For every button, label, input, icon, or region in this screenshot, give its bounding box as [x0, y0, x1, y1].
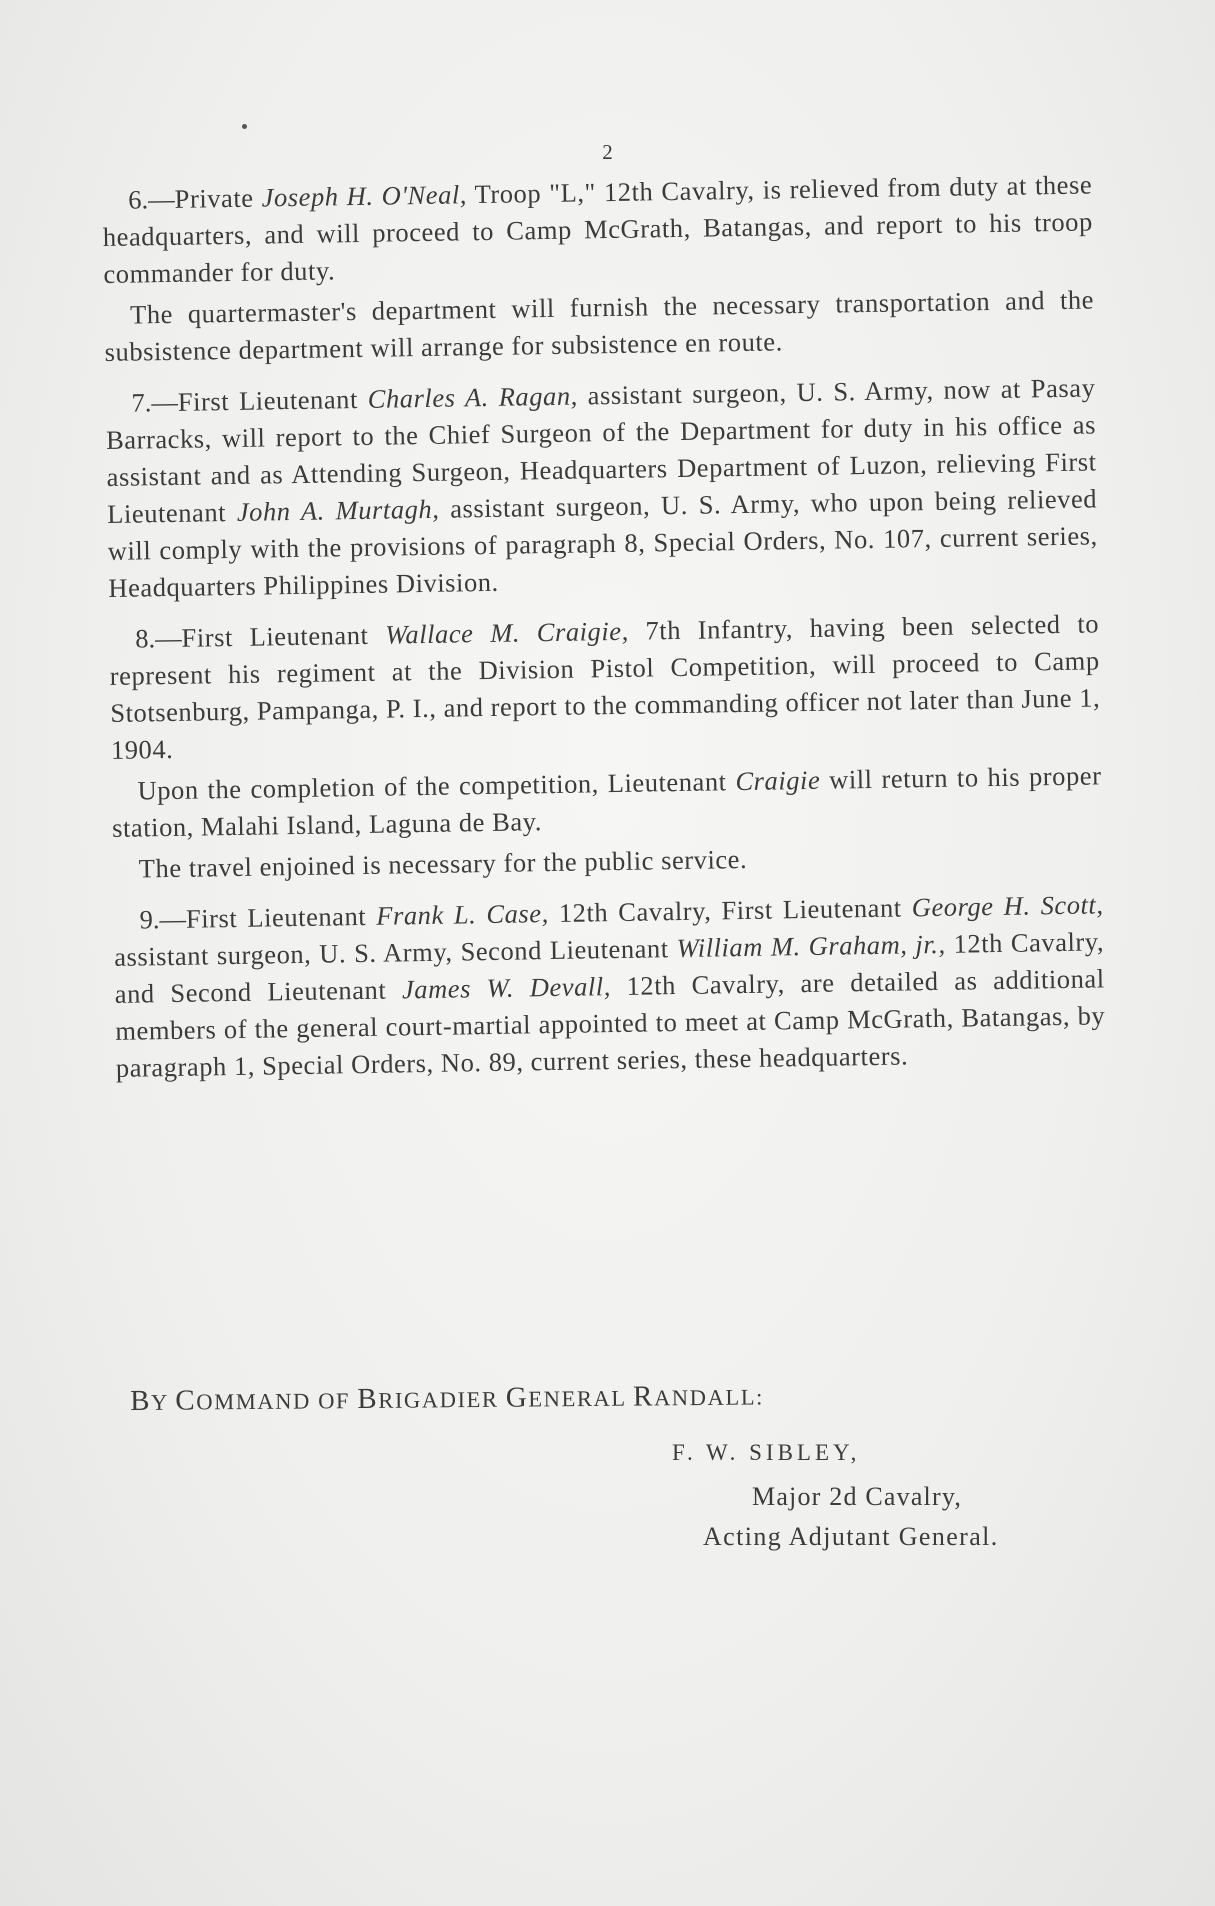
orders-body	[102, 166, 1106, 1090]
officer-name: Frank L. Case,	[376, 898, 549, 931]
paragraph-8-return	[111, 757, 1102, 847]
paragraph-text: 12th Cavalry, First Lieutenant	[548, 892, 913, 929]
command-authority-line	[130, 1379, 764, 1418]
paragraph-text: Troop "L," 12th Cavalry, is relieved from duty at these headquarters, and will proceed to Camp McGrath, Batangas, and report to his troop commander for duty.	[102, 169, 1093, 289]
officer-name: James W. Devall,	[401, 971, 612, 1005]
smallcaps-text: Y	[150, 1389, 176, 1415]
smallcaps-text: ANDALL:	[653, 1384, 765, 1411]
smallcaps-text: RIGADIER	[378, 1386, 506, 1413]
signatory-rank: Major 2d Cavalry,	[752, 1482, 963, 1511]
officer-name: George H. Scott,	[911, 889, 1104, 923]
officer-name: Craigie	[735, 764, 821, 797]
paragraph-6	[102, 166, 1094, 293]
paragraph-text: First Lieutenant	[181, 619, 386, 653]
smallcaps-initial: B	[357, 1382, 379, 1416]
paragraph-text: First Lieutenant	[177, 383, 368, 417]
paragraph-text: assistant surgeon, U. S. Army, who upon being relieved will comply with the provisions of paragraph 8, Special Orders, No. 107, current series, Headquarters Philippines Division.	[107, 483, 1098, 603]
signatory-title: Acting Adjutant General.	[703, 1522, 999, 1551]
paragraph-text: 12th Cavalry, are detailed as additional members of the general court-martial appointed to meet at Camp McGrath, Batangas, by paragraph 1, Special Orders, No. 89, current series, these headquarters.	[115, 963, 1106, 1083]
smallcaps-initial: G	[505, 1381, 529, 1414]
paragraph-number: 9.—	[139, 903, 187, 935]
paragraph-8	[109, 605, 1101, 769]
page-number: 2	[602, 140, 613, 164]
paragraph-text: Private	[174, 182, 262, 214]
scan-dot-mark	[242, 124, 247, 129]
paragraph-text: assistant surgeon, U. S. Army, now at Pasay Barracks, will report to the Chief Surgeon of the Department for duty in his office as assistant and as Attending Surgeon, Headquarters Department of Luzon, relieving First Lieutenant	[105, 372, 1097, 529]
paragraph-8-travel: The travel enjoined is necessary for the public service.	[138, 843, 748, 884]
signatory-name: F. W. SIBLEY,	[672, 1440, 861, 1465]
paragraph-7	[105, 369, 1098, 607]
paragraph-9	[113, 886, 1106, 1087]
smallcaps-initial: C	[175, 1384, 197, 1417]
paragraph-text: 12th Cavalry, and Second Lieutenant	[114, 926, 1105, 1009]
paragraph-number: 8.—	[134, 622, 182, 654]
officer-name: John A. Murtagh,	[236, 493, 440, 527]
paragraph-number: 6.—	[128, 183, 175, 215]
smallcaps-initial: B	[130, 1384, 152, 1417]
paragraph-text: 7th Infantry, having been selected to represent his regiment at the Division Pistol Competition, will proceed to Camp Stotsenburg, Pampanga, P. I., and report to the commanding officer not later than June 1, 1904.	[109, 608, 1101, 765]
paragraph-text: will return to his proper station, Malahi Island, Laguna de Bay.	[111, 760, 1102, 843]
paragraph-number: 7.—	[131, 386, 179, 418]
smallcaps-text: OMMAND OF	[196, 1388, 358, 1415]
paragraph-text: First Lieutenant	[185, 900, 377, 934]
officer-name: Joseph H. O'Neal,	[261, 179, 468, 213]
smallcaps-initial: R	[632, 1380, 655, 1413]
paragraph-text: assistant surgeon, U. S. Army, Second Lieutenant	[113, 933, 677, 972]
paragraph-text: Upon the completion of the competition, Lieutenant	[137, 766, 736, 806]
officer-name: Wallace M. Craigie,	[384, 615, 629, 650]
smallcaps-text: ENERAL	[528, 1385, 634, 1412]
officer-name: William M. Graham, jr.,	[676, 928, 946, 964]
officer-name: Charles A. Ragan,	[367, 380, 579, 414]
paragraph-6-transport: The quartermaster's department will furnish the necessary transportation and the subsistence department will arrange for subsistence en route.	[104, 284, 1095, 367]
